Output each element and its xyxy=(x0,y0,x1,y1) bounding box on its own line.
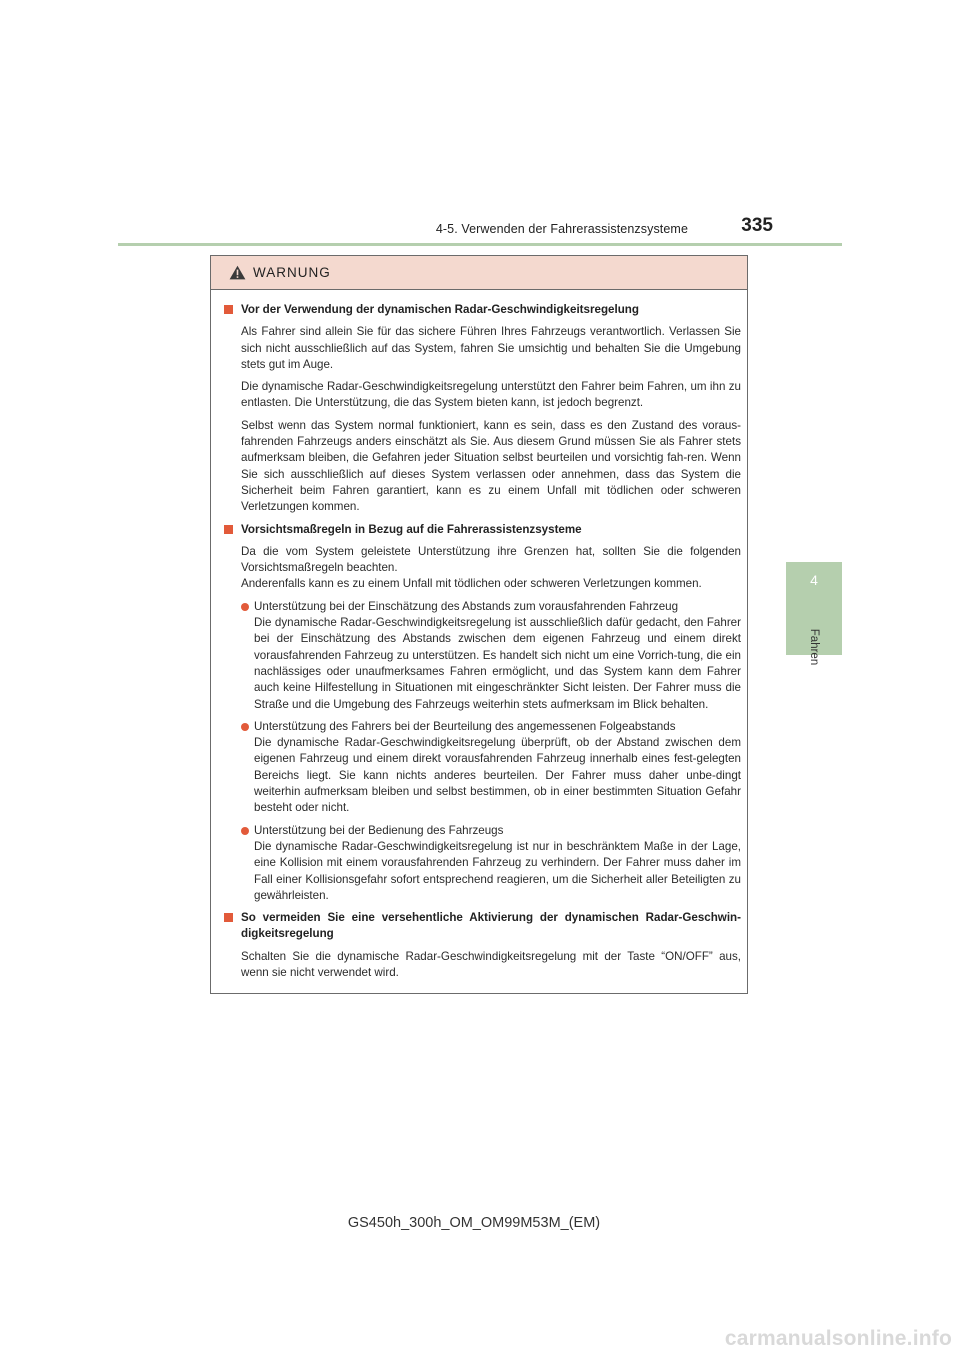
list-item xyxy=(224,719,741,817)
warning-triangle-icon xyxy=(229,265,246,280)
circle-bullet-icon xyxy=(241,827,249,835)
warning-box xyxy=(210,255,748,994)
paragraph: Da die vom System geleistete Unterstützung ihre Grenzen hat, sollten Sie die folgenden Vorsichtsmaßregeln beachten. xyxy=(241,544,741,575)
page-number: 335 xyxy=(741,215,773,236)
chapter-label-wrap xyxy=(806,615,822,675)
paragraph: Anderenfalls kann es zu einem Unfall mit tödlichen oder schweren Verletzungen kommen. xyxy=(241,577,702,591)
circle-bullet-icon xyxy=(241,603,249,611)
paragraph: Selbst wenn das System normal funktioniert, kann es sein, dass es den Zustand des voraus-fahrenden Fahrzeugs anders einschätzt als Sie. Aus diesem Grund müssen Sie als Fahrer stets aufmerksam bleiben, die Gefahren jeder Situation selbst beurteilen und vorsichtig fah-ren. Wenn Sie sich ausschließlich auf dieses System verlassen oder annehmen, dass das System die Sicherheit beim Fahren garantiert, kann es zu einem Unfall mit tödlichen oder schweren Verletzungen kommen. xyxy=(241,418,741,514)
warning-title: WARNUNG xyxy=(253,265,331,280)
chapter-number: 4 xyxy=(810,572,818,588)
section-title: 4-5. Verwenden der Fahrerassistenzsysteme xyxy=(435,222,688,236)
bullet-title: Unterstützung des Fahrers bei der Beurteilung des angemessenen Folgeabstands xyxy=(254,719,676,733)
section-heading: Vorsichtsmaßregeln in Bezug auf die Fahrerassistenzsysteme xyxy=(224,522,741,538)
header-divider xyxy=(118,243,842,246)
square-bullet-icon xyxy=(224,305,233,314)
watermark: carmanualsonline.info xyxy=(724,1327,952,1350)
section-heading: Vor der Verwendung der dynamischen Radar-Geschwindigkeitsregelung xyxy=(224,302,741,318)
square-bullet-icon xyxy=(224,913,233,922)
warning-header xyxy=(211,256,747,290)
bullet-title: Unterstützung bei der Einschätzung des Abstands zum vorausfahrenden Fahrzeug xyxy=(254,599,679,613)
footer-model-code: GS450h_300h_OM_OM99M53M_(EM) xyxy=(347,1215,601,1231)
bullet-text: Die dynamische Radar-Geschwindigkeitsregelung ist nur in beschränktem Maße in der Lage, eine Kollision mit einem vorausfahrenden Fahrzeug zu verhindern. Der Fahrer muss daher im Fall einer Kollisionsgefahr sofort entsprechend reagieren, um die Sicherheit aller Beteiligten zu gewährleisten. xyxy=(254,839,741,902)
bullet-title: Unterstützung bei der Bedienung des Fahrzeugs xyxy=(254,823,504,837)
list-item xyxy=(224,823,741,904)
bullet-text: Die dynamische Radar-Geschwindigkeitsregelung ist ausschließlich dafür gedacht, den Fahrer bei der Einschätzung des Abstands zwischen dem eigenen Fahrzeug und einem direkt vorausfahrenden Fahrzeug zu unterstützen. Es handelt sich nicht um eine Vorrich-tung, die ein nachlässiges oder unaufmerksames Fahren ermöglicht, und das System kann dem Fahrer auch keine Hilfestellung in Situationen mit eingeschränkter Sicht leisten. Der Fahrer muss die Straße und die Umgebung des Fahrzeugs weiterhin stets aufmerksam im Blick behalten. xyxy=(254,616,741,711)
paragraph: Die dynamische Radar-Geschwindigkeitsregelung unterstützt den Fahrer beim Fahren, um ihn zu entlasten. Die Unterstützung, die das System bieten kann, ist jedoch begrenzt. xyxy=(241,380,741,410)
list-item xyxy=(224,599,741,713)
warning-body xyxy=(211,290,747,981)
bullet-text: Die dynamische Radar-Geschwindigkeitsregelung überprüft, ob der Abstand zwischen dem eigenen Fahrzeug und einem direkt vorausfahrenden Fahrzeug innerhalb eines fest-gelegten Bereichs liegt. Sie kann nichts anderes beurteilen. Der Fahrer muss daher unbe-dingt weiterhin aufmerksam bleiben und selbst bestimmen, ob in einer bestimmten Situation Gefahr besteht oder nicht. xyxy=(254,736,741,815)
section-heading: So vermeiden Sie eine versehentliche Aktivierung der dynamischen Radar-Geschwin-digkeitsregelung xyxy=(224,910,741,943)
square-bullet-icon xyxy=(224,525,233,534)
paragraph: Als Fahrer sind allein Sie für das sichere Führen Ihres Fahrzeugs verantwortlich. Verlassen Sie sich nicht ausschließlich auf das System, fahren Sie umsichtig und behalten Sie die Umgebung stets gut im Auge. xyxy=(241,325,741,371)
circle-bullet-icon xyxy=(241,723,249,731)
paragraph: Schalten Sie die dynamische Radar-Geschwindigkeitsregelung mit der Taste “ON/OFF” aus, wenn sie nicht verwendet wird. xyxy=(241,949,741,979)
chapter-label: Fahren xyxy=(808,628,820,666)
